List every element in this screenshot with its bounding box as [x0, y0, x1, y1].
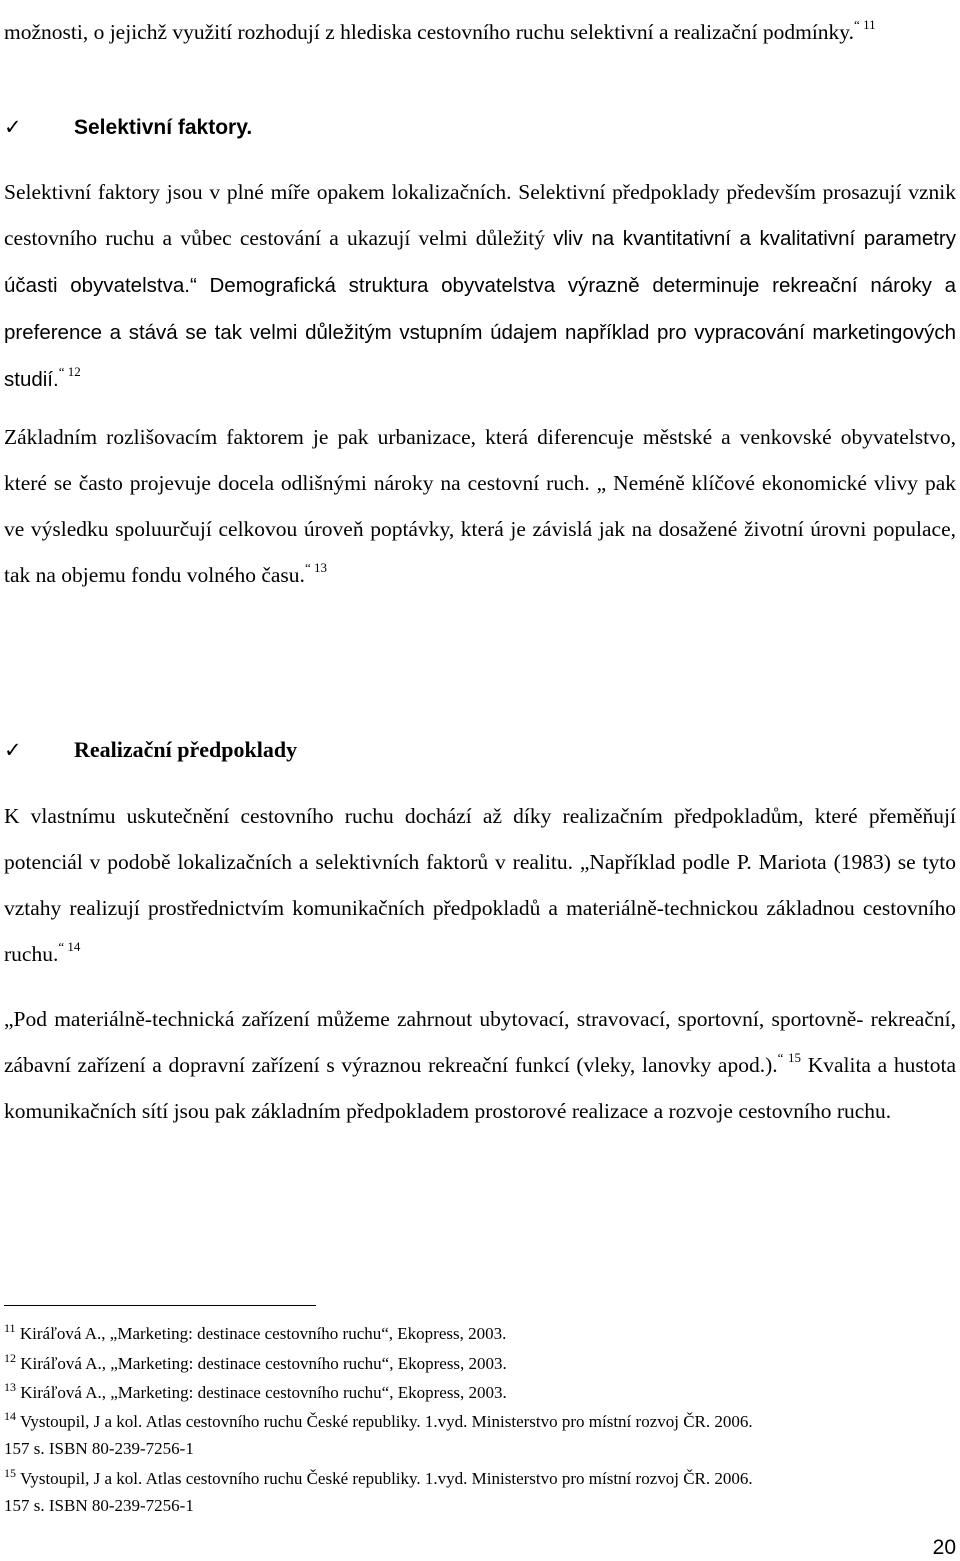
footnote-number: 15 — [4, 1466, 16, 1480]
paragraph-4: K vlastnímu uskutečnění cestovního ruchu dochází až díky realizačním předpokladům, které přeměňují potenciál v podobě lokalizačních a selektivních faktorů v realitu. „Například podle P. Mariota (1983) se tyto vztahy realizují prostřednictvím komunikačních předpokladů a materiálně-technickou základnou cestovního ruchu.“ $^{14}$ — [4, 804, 956, 966]
paragraph-3: Základním rozlišovacím faktorem je pak urbanizace, která diferencuje městské a venkovské obyvatelstvo, které se často projevuje docela odlišnými nároky na cestovní ruch. „ Neméně klíčové ekonomické vlivy pak ve výsledku spoluurčují celkovou úroveň poptávky, která je závislá jak na dosažené životní úrovni populace, tak na objemu fondu volného času.“ $^{13}$ — [4, 425, 956, 587]
footnote-15 — [4, 1465, 764, 1519]
paragraph-1-text: možnosti, o jejichž využití rozhodují z hlediska cestovního ruchu selektivní a realizační podmínky. — [4, 20, 855, 44]
heading-selective — [4, 112, 252, 143]
footnote-13 — [4, 1379, 764, 1406]
footnote-text: Vystoupil, J a kol. Atlas cestovního ruchu České republiky. 1.vyd. Ministerstvo pro místní rozvoj ČR. 2006. 157 s. ISBN 80-239-7256-1 — [4, 1412, 753, 1458]
ref-14: 14 — [67, 939, 81, 954]
paragraph-4-text: K vlastnímu uskutečnění cestovního ruchu dochází až díky realizačním předpokladům, které přeměňují potenciál v podobě lokalizačních a selektivních faktorů v realitu. „Například podle P. Mariota (1983) se tyto vztahy realizují prostřednictvím komunikačních předpokladů a materiálně-technickou základnou cestovního ruchu. — [4, 804, 956, 966]
heading-realization — [4, 735, 297, 765]
paragraph-2c: “ Demografická struktura obyvatelstva výrazně determinuje rekreační nároky a preference a stává se tak velmi důležitým vstupním údajem například pro vypracování marketingových studií. — [4, 274, 956, 391]
footnote-11 — [4, 1320, 764, 1347]
paragraph-2a: Selektivní faktory jsou v plné míře opakem lokalizačních. Selektivní předpoklady především prosazují vznik cestovního ruchu a vůbec cestování a ukazují velmi důležitý — [4, 180, 956, 250]
ref-13: 13 — [313, 560, 327, 575]
paragraph-5: „Pod materiálně-technická zařízení můžeme zahrnout ubytovací, stravovací, sportovní, sportovně- rekreační, zábavní zařízení a dopravní zařízení s výraznou rekreační funkcí (vleky, lanovky apod.).“ $^{15}$ Kvalita a hustota komunikačních sítí jsou pak základním předpokladem prostorové realizace a rozvoje cestovního ruchu. — [4, 1007, 957, 1123]
paragraph-5a: „Pod materiálně-technická zařízení můžeme zahrnout ubytovací, stravovací, sportovní, sportovně- rekreační, zábavní zařízení a dopravní zařízení s výraznou rekreační funkcí (vleky, lanovky apod.). — [4, 1007, 956, 1077]
footnote-14 — [4, 1408, 764, 1462]
footnote-text: Kiráľová A., „Marketing: destinace cestovního ruchu“, Ekopress, 2003. — [20, 1354, 507, 1373]
checkmark-icon: ✓ — [4, 115, 22, 139]
footnote-number: 13 — [4, 1380, 16, 1394]
footnote-text: Kiráľová A., „Marketing: destinace cestovního ruchu“, Ekopress, 2003. — [20, 1383, 507, 1402]
ref-11: 11 — [863, 17, 876, 32]
paragraph-5b: Kvalita a hustota komunikačních sítí jsou pak základním předpokladem prostorové realizace a rozvoje cestovního ruchu. — [4, 1053, 957, 1123]
ref-15: 15 — [787, 1050, 801, 1065]
paragraph-3-text: Základním rozlišovacím faktorem je pak urbanizace, která diferencuje městské a venkovské obyvatelstvo, které se často projevuje docela odlišnými nároky na cestovní ruch. „ Neméně klíčové ekonomické vlivy pak ve výsledku spoluurčují celkovou úroveň poptávky, která je závislá jak na dosažené životní úrovni populace, tak na objemu fondu volného času. — [4, 425, 956, 587]
paragraph-1: možnosti, o jejichž využití rozhodují z hlediska cestovního ruchu selektivní a realizační podmínky.“ $^{11}$ — [4, 17, 876, 44]
checkmark-icon: ✓ — [4, 738, 22, 762]
paragraph-2: Selektivní faktory jsou v plné míře opakem lokalizačních. Selektivní předpoklady především prosazují vznik cestovního ruchu a vůbec cestování a ukazují velmi důležitý vliv na kvantitativní a kvalitativní parametry účasti obyvatelstva.“ Demografická struktura obyvatelstva výrazně determinuje rekreační nároky a preference a stává se tak velmi důležitým vstupním údajem například pro vypracování marketingových studií.“ $^{12}$ — [4, 180, 957, 391]
footnote-12 — [4, 1350, 764, 1377]
footnote-text: Vystoupil, J a kol. Atlas cestovního ruchu České republiky. 1.vyd. Ministerstvo pro místní rozvoj ČR. 2006. 157 s. ISBN 80-239-7256-1 — [4, 1469, 753, 1515]
footnote-separator — [4, 1305, 316, 1306]
ref-12: 12 — [67, 364, 81, 379]
footnote-number: 11 — [4, 1321, 16, 1335]
page-number: 20 — [932, 1536, 956, 1559]
footnote-number: 14 — [4, 1409, 16, 1423]
heading-selective-text: Selektivní faktory. — [74, 116, 253, 139]
paragraph-2b: vliv na kvantitativní a kvalitativní parametry účasti obyvatelstva. — [4, 227, 957, 297]
footnote-text: Kiráľová A., „Marketing: destinace cestovního ruchu“, Ekopress, 2003. — [19, 1324, 507, 1343]
footnote-number: 12 — [4, 1351, 16, 1365]
heading-realization-text: Realizační předpoklady — [74, 737, 298, 762]
